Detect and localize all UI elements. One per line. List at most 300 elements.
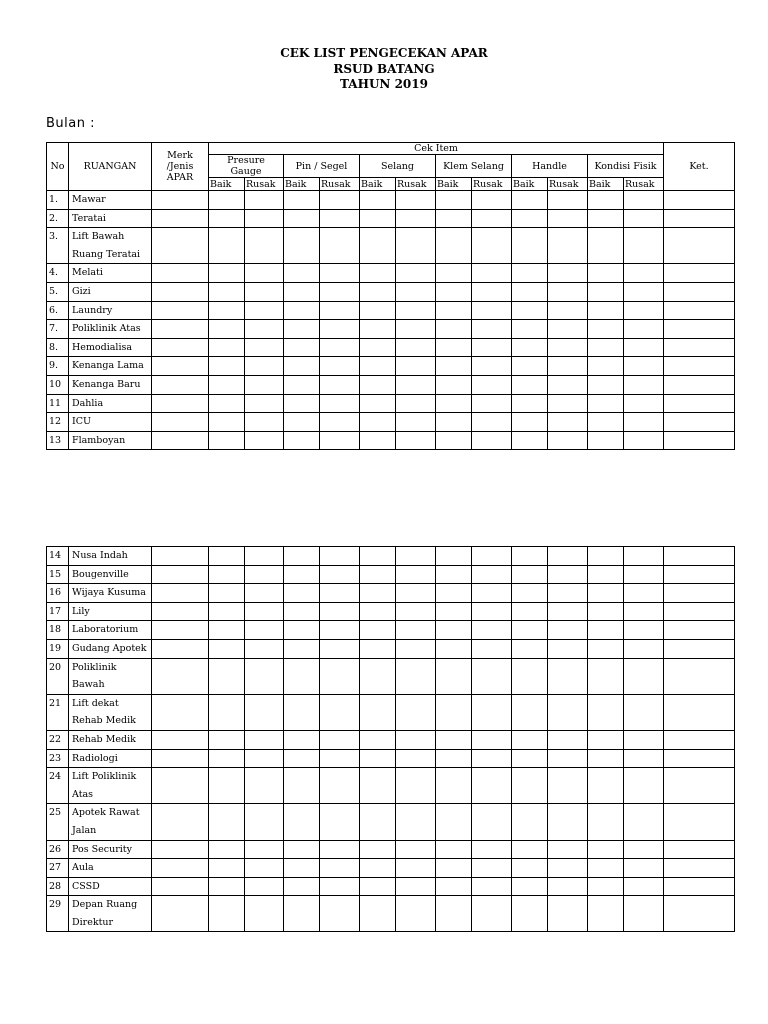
check-cell[interactable] [472,228,512,264]
check-cell[interactable] [284,804,320,840]
check-cell[interactable] [436,228,472,264]
check-cell[interactable] [245,584,284,603]
check-cell[interactable] [664,209,735,228]
check-cell[interactable] [548,431,588,450]
check-cell[interactable] [588,658,624,694]
check-cell[interactable] [588,804,624,840]
check-cell[interactable] [664,357,735,376]
check-cell[interactable] [512,191,548,210]
check-cell[interactable] [472,840,512,859]
check-cell[interactable] [284,840,320,859]
check-cell[interactable] [472,639,512,658]
check-cell[interactable] [436,264,472,283]
check-cell[interactable] [284,694,320,730]
check-cell[interactable] [664,896,735,932]
check-cell[interactable] [152,602,209,621]
check-cell[interactable] [209,320,245,339]
check-cell[interactable] [588,394,624,413]
check-cell[interactable] [664,584,735,603]
check-cell[interactable] [472,431,512,450]
check-cell[interactable] [152,877,209,896]
check-cell[interactable] [624,320,664,339]
check-cell[interactable] [360,621,396,640]
check-cell[interactable] [152,859,209,878]
check-cell[interactable] [209,565,245,584]
check-cell[interactable] [209,547,245,566]
check-cell[interactable] [436,375,472,394]
check-cell[interactable] [396,694,436,730]
check-cell[interactable] [588,375,624,394]
check-cell[interactable] [664,749,735,768]
check-cell[interactable] [396,658,436,694]
check-cell[interactable] [320,694,360,730]
check-cell[interactable] [512,639,548,658]
check-cell[interactable] [588,877,624,896]
check-cell[interactable] [152,209,209,228]
check-cell[interactable] [209,228,245,264]
check-cell[interactable] [152,375,209,394]
check-cell[interactable] [209,584,245,603]
check-cell[interactable] [245,621,284,640]
check-cell[interactable] [512,301,548,320]
check-cell[interactable] [245,840,284,859]
check-cell[interactable] [152,264,209,283]
check-cell[interactable] [320,547,360,566]
check-cell[interactable] [664,413,735,432]
check-cell[interactable] [664,602,735,621]
check-cell[interactable] [152,768,209,804]
check-cell[interactable] [360,394,396,413]
check-cell[interactable] [209,357,245,376]
check-cell[interactable] [245,602,284,621]
check-cell[interactable] [588,191,624,210]
check-cell[interactable] [209,301,245,320]
check-cell[interactable] [548,264,588,283]
check-cell[interactable] [245,859,284,878]
check-cell[interactable] [320,301,360,320]
check-cell[interactable] [436,431,472,450]
check-cell[interactable] [624,282,664,301]
check-cell[interactable] [624,375,664,394]
check-cell[interactable] [436,694,472,730]
check-cell[interactable] [152,658,209,694]
check-cell[interactable] [512,840,548,859]
check-cell[interactable] [664,804,735,840]
check-cell[interactable] [209,694,245,730]
check-cell[interactable] [320,191,360,210]
check-cell[interactable] [588,621,624,640]
check-cell[interactable] [396,877,436,896]
check-cell[interactable] [512,859,548,878]
check-cell[interactable] [548,694,588,730]
check-cell[interactable] [245,749,284,768]
check-cell[interactable] [209,602,245,621]
check-cell[interactable] [320,282,360,301]
check-cell[interactable] [245,896,284,932]
check-cell[interactable] [436,547,472,566]
check-cell[interactable] [360,264,396,283]
check-cell[interactable] [284,357,320,376]
check-cell[interactable] [588,431,624,450]
check-cell[interactable] [548,209,588,228]
check-cell[interactable] [588,768,624,804]
check-cell[interactable] [624,639,664,658]
check-cell[interactable] [396,338,436,357]
check-cell[interactable] [624,621,664,640]
check-cell[interactable] [548,639,588,658]
check-cell[interactable] [152,621,209,640]
check-cell[interactable] [152,547,209,566]
check-cell[interactable] [472,375,512,394]
check-cell[interactable] [588,301,624,320]
check-cell[interactable] [320,413,360,432]
check-cell[interactable] [548,749,588,768]
check-cell[interactable] [436,413,472,432]
check-cell[interactable] [209,896,245,932]
check-cell[interactable] [664,877,735,896]
check-cell[interactable] [245,301,284,320]
check-cell[interactable] [152,413,209,432]
check-cell[interactable] [512,768,548,804]
check-cell[interactable] [472,730,512,749]
check-cell[interactable] [245,730,284,749]
check-cell[interactable] [472,264,512,283]
check-cell[interactable] [245,547,284,566]
check-cell[interactable] [624,301,664,320]
check-cell[interactable] [512,877,548,896]
check-cell[interactable] [152,282,209,301]
check-cell[interactable] [624,602,664,621]
check-cell[interactable] [396,375,436,394]
check-cell[interactable] [209,840,245,859]
check-cell[interactable] [396,301,436,320]
check-cell[interactable] [245,191,284,210]
check-cell[interactable] [436,730,472,749]
check-cell[interactable] [472,338,512,357]
check-cell[interactable] [664,840,735,859]
check-cell[interactable] [588,209,624,228]
check-cell[interactable] [360,338,396,357]
check-cell[interactable] [548,547,588,566]
check-cell[interactable] [548,375,588,394]
check-cell[interactable] [396,730,436,749]
check-cell[interactable] [624,658,664,694]
check-cell[interactable] [396,602,436,621]
check-cell[interactable] [396,282,436,301]
check-cell[interactable] [360,877,396,896]
check-cell[interactable] [396,191,436,210]
check-cell[interactable] [472,584,512,603]
check-cell[interactable] [320,338,360,357]
check-cell[interactable] [436,338,472,357]
check-cell[interactable] [245,431,284,450]
check-cell[interactable] [664,282,735,301]
check-cell[interactable] [245,375,284,394]
check-cell[interactable] [320,896,360,932]
check-cell[interactable] [209,264,245,283]
check-cell[interactable] [152,694,209,730]
check-cell[interactable] [245,357,284,376]
check-cell[interactable] [436,602,472,621]
check-cell[interactable] [360,357,396,376]
check-cell[interactable] [624,209,664,228]
check-cell[interactable] [472,191,512,210]
check-cell[interactable] [436,804,472,840]
check-cell[interactable] [664,730,735,749]
check-cell[interactable] [284,602,320,621]
check-cell[interactable] [664,338,735,357]
check-cell[interactable] [209,877,245,896]
check-cell[interactable] [548,602,588,621]
check-cell[interactable] [209,375,245,394]
check-cell[interactable] [512,602,548,621]
check-cell[interactable] [624,357,664,376]
check-cell[interactable] [436,565,472,584]
check-cell[interactable] [152,431,209,450]
check-cell[interactable] [512,228,548,264]
check-cell[interactable] [512,730,548,749]
check-cell[interactable] [588,749,624,768]
check-cell[interactable] [152,357,209,376]
check-cell[interactable] [360,584,396,603]
check-cell[interactable] [360,301,396,320]
check-cell[interactable] [624,431,664,450]
check-cell[interactable] [284,282,320,301]
check-cell[interactable] [152,804,209,840]
check-cell[interactable] [245,565,284,584]
check-cell[interactable] [588,840,624,859]
check-cell[interactable] [152,320,209,339]
check-cell[interactable] [396,209,436,228]
check-cell[interactable] [284,191,320,210]
check-cell[interactable] [396,320,436,339]
check-cell[interactable] [472,896,512,932]
check-cell[interactable] [396,394,436,413]
check-cell[interactable] [588,896,624,932]
check-cell[interactable] [512,621,548,640]
check-cell[interactable] [396,749,436,768]
check-cell[interactable] [360,565,396,584]
check-cell[interactable] [512,565,548,584]
check-cell[interactable] [588,264,624,283]
check-cell[interactable] [624,191,664,210]
check-cell[interactable] [284,749,320,768]
check-cell[interactable] [436,859,472,878]
check-cell[interactable] [472,394,512,413]
check-cell[interactable] [284,896,320,932]
check-cell[interactable] [436,282,472,301]
check-cell[interactable] [512,282,548,301]
check-cell[interactable] [588,694,624,730]
check-cell[interactable] [472,565,512,584]
check-cell[interactable] [588,584,624,603]
check-cell[interactable] [512,804,548,840]
check-cell[interactable] [512,357,548,376]
check-cell[interactable] [245,282,284,301]
check-cell[interactable] [284,877,320,896]
check-cell[interactable] [472,282,512,301]
check-cell[interactable] [320,394,360,413]
check-cell[interactable] [360,749,396,768]
check-cell[interactable] [320,859,360,878]
check-cell[interactable] [624,730,664,749]
check-cell[interactable] [436,896,472,932]
check-cell[interactable] [624,228,664,264]
check-cell[interactable] [664,658,735,694]
check-cell[interactable] [152,840,209,859]
check-cell[interactable] [396,621,436,640]
check-cell[interactable] [624,840,664,859]
check-cell[interactable] [209,804,245,840]
check-cell[interactable] [360,209,396,228]
check-cell[interactable] [284,584,320,603]
check-cell[interactable] [360,859,396,878]
check-cell[interactable] [624,859,664,878]
check-cell[interactable] [624,768,664,804]
check-cell[interactable] [152,730,209,749]
check-cell[interactable] [436,191,472,210]
check-cell[interactable] [512,431,548,450]
check-cell[interactable] [320,658,360,694]
check-cell[interactable] [209,768,245,804]
check-cell[interactable] [472,357,512,376]
check-cell[interactable] [472,413,512,432]
check-cell[interactable] [284,730,320,749]
check-cell[interactable] [152,191,209,210]
check-cell[interactable] [548,320,588,339]
check-cell[interactable] [245,877,284,896]
check-cell[interactable] [664,301,735,320]
check-cell[interactable] [284,768,320,804]
check-cell[interactable] [396,840,436,859]
check-cell[interactable] [548,859,588,878]
check-cell[interactable] [245,338,284,357]
check-cell[interactable] [664,228,735,264]
check-cell[interactable] [152,749,209,768]
check-cell[interactable] [245,264,284,283]
check-cell[interactable] [588,413,624,432]
check-cell[interactable] [284,431,320,450]
check-cell[interactable] [548,394,588,413]
check-cell[interactable] [396,357,436,376]
check-cell[interactable] [245,804,284,840]
check-cell[interactable] [320,375,360,394]
check-cell[interactable] [360,191,396,210]
check-cell[interactable] [436,320,472,339]
check-cell[interactable] [436,357,472,376]
check-cell[interactable] [320,768,360,804]
check-cell[interactable] [512,749,548,768]
check-cell[interactable] [624,877,664,896]
check-cell[interactable] [396,768,436,804]
check-cell[interactable] [152,584,209,603]
check-cell[interactable] [284,639,320,658]
check-cell[interactable] [512,209,548,228]
check-cell[interactable] [436,301,472,320]
check-cell[interactable] [588,228,624,264]
check-cell[interactable] [436,639,472,658]
check-cell[interactable] [472,877,512,896]
check-cell[interactable] [512,896,548,932]
check-cell[interactable] [209,859,245,878]
check-cell[interactable] [360,431,396,450]
check-cell[interactable] [548,658,588,694]
check-cell[interactable] [588,730,624,749]
check-cell[interactable] [360,896,396,932]
check-cell[interactable] [624,804,664,840]
check-cell[interactable] [664,191,735,210]
check-cell[interactable] [664,547,735,566]
check-cell[interactable] [284,375,320,394]
check-cell[interactable] [548,804,588,840]
check-cell[interactable] [512,584,548,603]
check-cell[interactable] [664,375,735,394]
check-cell[interactable] [209,749,245,768]
check-cell[interactable] [624,565,664,584]
check-cell[interactable] [512,375,548,394]
check-cell[interactable] [664,264,735,283]
check-cell[interactable] [548,413,588,432]
check-cell[interactable] [152,565,209,584]
check-cell[interactable] [360,730,396,749]
check-cell[interactable] [209,621,245,640]
check-cell[interactable] [436,394,472,413]
check-cell[interactable] [664,694,735,730]
check-cell[interactable] [360,602,396,621]
check-cell[interactable] [664,320,735,339]
check-cell[interactable] [209,394,245,413]
check-cell[interactable] [664,621,735,640]
check-cell[interactable] [209,730,245,749]
check-cell[interactable] [360,228,396,264]
check-cell[interactable] [152,338,209,357]
check-cell[interactable] [284,338,320,357]
check-cell[interactable] [548,301,588,320]
check-cell[interactable] [152,301,209,320]
check-cell[interactable] [588,859,624,878]
check-cell[interactable] [664,859,735,878]
check-cell[interactable] [624,694,664,730]
check-cell[interactable] [209,431,245,450]
check-cell[interactable] [396,228,436,264]
check-cell[interactable] [588,639,624,658]
check-cell[interactable] [548,768,588,804]
check-cell[interactable] [588,547,624,566]
check-cell[interactable] [152,639,209,658]
check-cell[interactable] [624,896,664,932]
check-cell[interactable] [472,621,512,640]
check-cell[interactable] [396,565,436,584]
check-cell[interactable] [320,584,360,603]
check-cell[interactable] [320,639,360,658]
check-cell[interactable] [284,547,320,566]
check-cell[interactable] [320,621,360,640]
check-cell[interactable] [152,228,209,264]
check-cell[interactable] [624,749,664,768]
check-cell[interactable] [472,602,512,621]
check-cell[interactable] [624,413,664,432]
check-cell[interactable] [396,896,436,932]
check-cell[interactable] [436,877,472,896]
check-cell[interactable] [436,658,472,694]
check-cell[interactable] [245,228,284,264]
check-cell[interactable] [396,264,436,283]
check-cell[interactable] [396,431,436,450]
check-cell[interactable] [320,804,360,840]
check-cell[interactable] [245,639,284,658]
check-cell[interactable] [588,282,624,301]
check-cell[interactable] [209,639,245,658]
